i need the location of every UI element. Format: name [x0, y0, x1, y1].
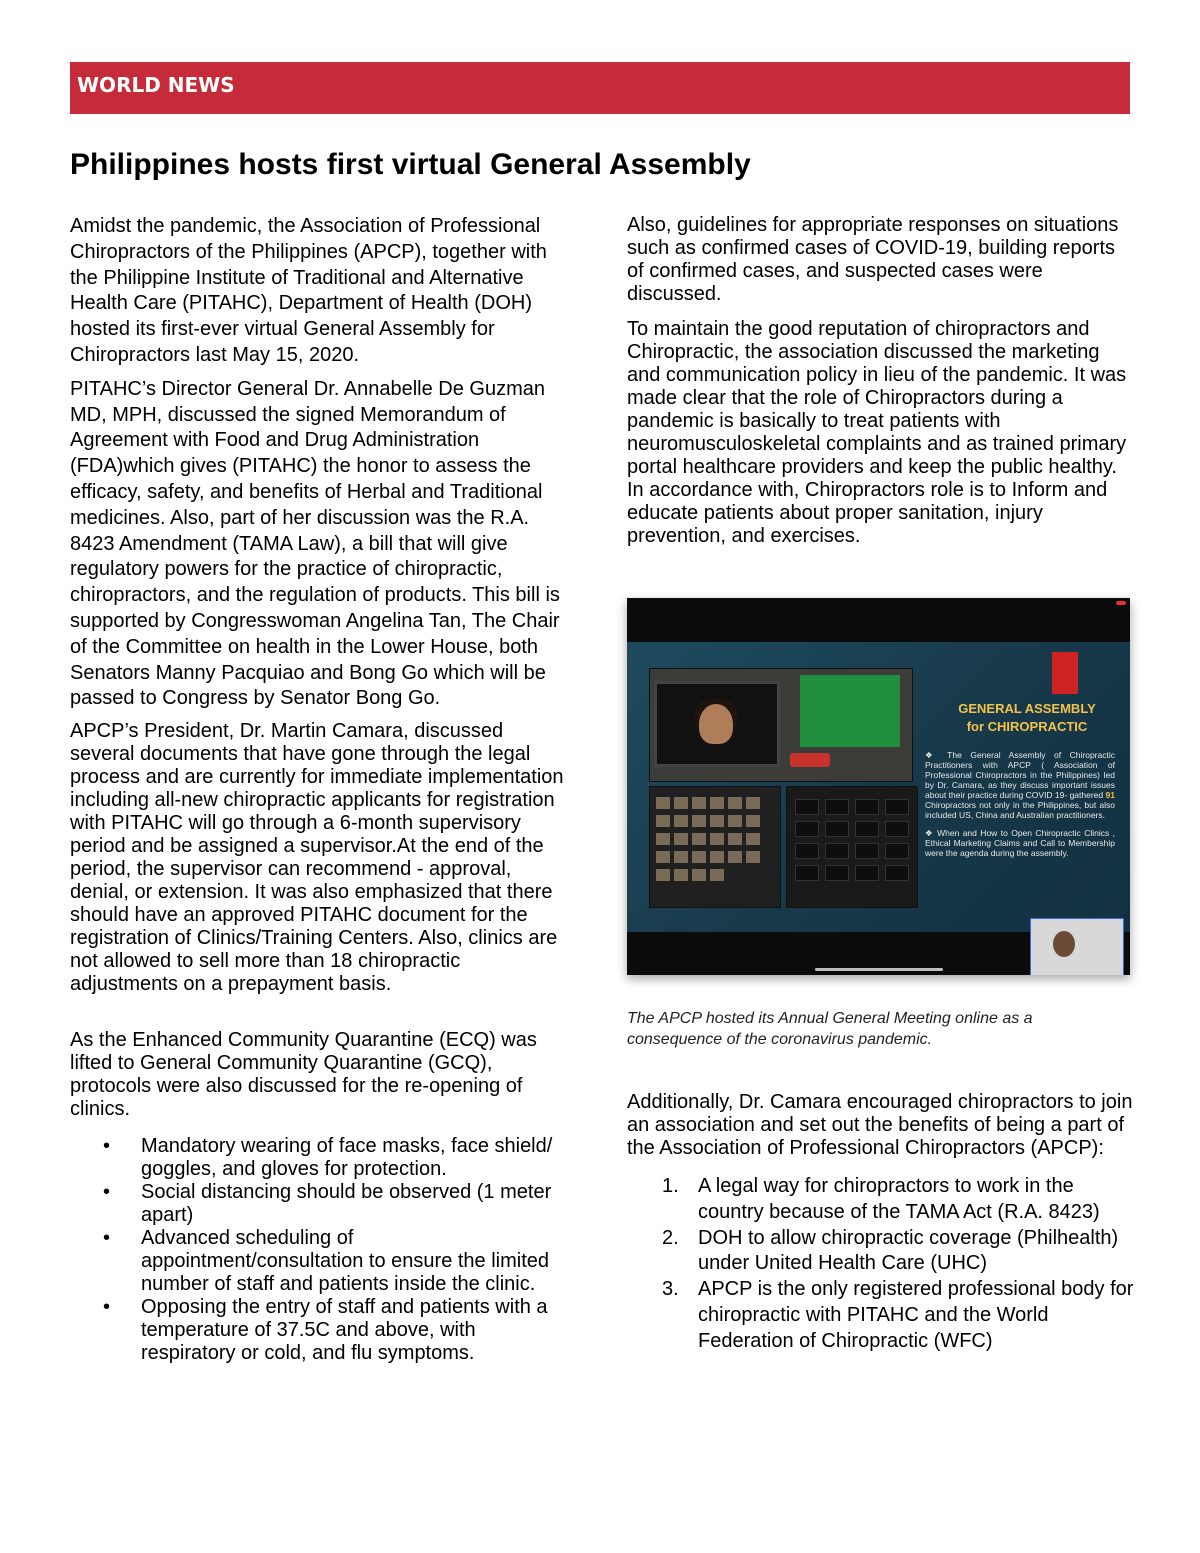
- photo-laptop: [649, 668, 913, 782]
- bullet-symbol: •: [103, 1296, 111, 1319]
- green-slide-screen: [800, 675, 900, 747]
- slide-red-accent: [1052, 652, 1078, 694]
- slide-title: [927, 700, 1127, 736]
- slide-bullet-1: ❖ The General Assembly of Chiropractic Practitioners with APCP ( Association of Professional Chiropractors in the Philippines) led by Dr. Camara, as they discuss important issues about their practice during COVID 19- gathered 91 Chiropractors not only in the Philippines, but also included US, China and Australian practitioners.: [925, 750, 1115, 820]
- benefits-list: [627, 1174, 1137, 1355]
- recording-indicator: [1116, 601, 1126, 605]
- laptop-screen: [654, 681, 780, 767]
- paragraph-intro: Amidst the pandemic, the Association of Professional Chiropractors of the Philippines (APCP), together with the Philippine Institute of Traditional and Alternative Health Care (PITAHC), Department of Health (DOH) hosted its first-ever virtual General Assembly for Chiropractors last May 15, 2020.: [70, 215, 547, 366]
- section-label: WORLD NEWS: [77, 73, 235, 97]
- bullet-symbol: •: [103, 1181, 111, 1204]
- list-item-text: DOH to allow chiropractic coverage (Philhealth) under United Health Care (UHC): [698, 1226, 1119, 1275]
- slide-highlight-number: 91: [1105, 790, 1115, 800]
- paragraph-ecq: As the Enhanced Community Quarantine (ECQ) was lifted to General Community Quarantine (GCQ), protocols were also discussed for the re-opening of clinics.: [70, 1029, 537, 1121]
- red-object: [790, 753, 830, 767]
- paragraph-apcp-president: APCP’s President, Dr. Martin Camara, discussed several documents that have gone through the legal process and are currently for immediate implementation including all-new chiropractic applicants for registration with PITAHC will go through a 6-month supervisory period and be assigned a supervisor.At the end of the period, the supervisor can recommend - approval, denial, or extension. It was also emphasized that there should have an approved PITAHC document for the registration of Clinics/Training Centers. Also, clinics are not allowed to sell more than 18 chiropractic adjustments on a prepayment basis.: [70, 720, 564, 996]
- list-item-text: Advanced scheduling of appointment/consultation to ensure the limited number of staff and patients inside the clinic.: [141, 1227, 550, 1296]
- left-column: [70, 214, 570, 1365]
- list-item-text: APCP is the only registered professional body for chiropractic with PITAHC and the World Federation of Chiropractic (WFC): [698, 1278, 1134, 1352]
- presentation-slide: [627, 642, 1130, 932]
- slide-title-line-1: GENERAL ASSEMBLY: [958, 701, 1096, 716]
- protocol-list: [70, 1135, 570, 1365]
- section-banner: [70, 62, 1130, 114]
- list-item: [627, 1226, 1137, 1278]
- list-item-text: Mandatory wearing of face masks, face shield/ goggles, and gloves for protection.: [141, 1135, 553, 1181]
- slide-title-line-2: for CHIROPRACTIC: [966, 719, 1088, 734]
- figure-caption: The APCP hosted its Annual General Meeting online as a consequence of the coronavirus pandemic.: [627, 1010, 1033, 1048]
- list-item-text: A legal way for chiropractors to work in the country because of the TAMA Act (R.A. 8423): [698, 1175, 1100, 1223]
- list-number: 2.: [662, 1226, 679, 1249]
- home-indicator-bar: [815, 968, 943, 971]
- list-item: [627, 1277, 1137, 1354]
- bullet-symbol: •: [103, 1227, 111, 1250]
- presenter-webcam: [1030, 918, 1124, 975]
- presenter-face: [1053, 931, 1075, 957]
- person-face: [699, 704, 733, 744]
- paragraph-reputation: To maintain the good reputation of chiropractors and Chiropractic, the association discussed the marketing and communication policy in lieu of the pandemic. It was made clear that the role of Chiropractors during a pandemic is basically to treat patients with neuromusculoskeletal complaints and as trained primary portal healthcare providers and keep the public healthy. In accordance with, Chiropractors role is to Inform and educate patients about proper sanitation, injury prevention, and exercises.: [627, 318, 1127, 547]
- right-column-lower: [627, 1091, 1137, 1355]
- paragraph-guidelines: Also, guidelines for appropriate responses on situations such as confirmed cases of COVID-19, building reports of confirmed cases, and suspected cases were discussed.: [627, 214, 1119, 305]
- list-number: 3.: [662, 1278, 679, 1301]
- list-item: [627, 1174, 1137, 1226]
- list-item: [70, 1181, 570, 1227]
- list-item-text: Opposing the entry of staff and patients with a temperature of 37.5C and above, with respiratory or cold, and flu symptoms.: [141, 1296, 548, 1365]
- paragraph-pitahc: PITAHC’s Director General Dr. Annabelle De Guzman MD, MPH, discussed the signed Memorandum of Agreement with Food and Drug Administration (FDA)which gives (PITAHC) the honor to assess the efficacy, safety, and benefits of Herbal and Traditional medicines. Also, part of her discussion was the R.A. 8423 Amendment (TAMA Law), a bill that will give regulatory powers for the practice of chiropractic, chiropractors, and the regulation of products. This bill is supported by Congresswoman Angelina Tan, The Chair of the Committee on health in the Lower House, both Senators Manny Pacquiao and Bong Go which will be passed to Congress by Senator Bong Go.: [70, 377, 560, 710]
- article-headline: Philippines hosts first virtual General Assembly: [70, 148, 751, 181]
- photo-name-grid: [786, 786, 918, 908]
- list-item: [70, 1227, 570, 1296]
- right-column: [627, 214, 1137, 556]
- paragraph-benefits: Additionally, Dr. Camara encouraged chiropractors to join an association and set out the benefits of being a part of the Association of Professional Chiropractors (APCP):: [627, 1091, 1133, 1159]
- slide-bullet-2: ❖ When and How to Open Chiropractic Clinics , Ethical Marketing Claims and Call to Membership were the agenda during the assembly.: [925, 828, 1115, 858]
- slide-text: [925, 750, 1115, 866]
- list-item: [70, 1296, 570, 1365]
- assembly-screenshot: [627, 598, 1130, 975]
- list-item-text: Social distancing should be observed (1 meter apart): [141, 1181, 552, 1227]
- bullet-symbol: •: [103, 1135, 111, 1158]
- list-number: 1.: [662, 1175, 679, 1197]
- photo-gallery-grid: [649, 786, 781, 908]
- list-item: [70, 1135, 570, 1181]
